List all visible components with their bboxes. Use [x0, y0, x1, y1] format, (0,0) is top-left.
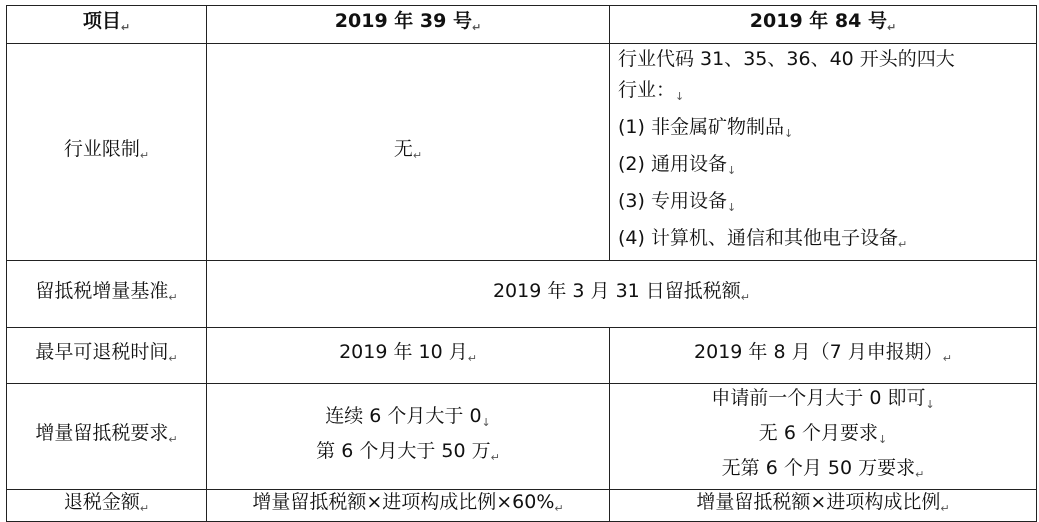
time-84-value: 2019 年 8 月（7 月申报期） — [694, 341, 943, 363]
industry-84-line-text: 行业代码 31、35、36、40 开头的四大 — [618, 48, 955, 70]
header-policy-84-cell — [610, 6, 1037, 44]
time-39-cell — [207, 328, 610, 384]
paragraph-mark-icon: ↵ — [886, 21, 897, 34]
industry-84-line — [618, 112, 1036, 149]
table-row-industry — [7, 44, 1037, 261]
paragraph-mark-icon: ↵ — [554, 502, 564, 515]
baseline-merged-cell — [207, 261, 1037, 328]
paragraph-mark-icon: ↵ — [139, 502, 150, 515]
line-break-mark-icon: ↓ — [726, 201, 737, 214]
industry-84-line — [618, 223, 1036, 260]
requirement-84-cell — [610, 384, 1037, 490]
industry-84-line-text: (1) 非金属矿物制品 — [618, 116, 784, 138]
line-break-mark-icon: ↓ — [877, 433, 888, 446]
industry-84-line-text: (3) 专用设备 — [618, 190, 727, 212]
line-break-mark-icon: ↓ — [481, 415, 491, 429]
paragraph-mark-icon: ↵ — [139, 148, 150, 162]
time-39-value: 2019 年 10 月 — [339, 341, 468, 363]
requirement-39-line — [207, 437, 609, 472]
time-label: 最早可退税时间 — [35, 341, 169, 363]
paragraph-mark-icon: ↵ — [940, 502, 950, 515]
baseline-value: 2019 年 3 月 31 日留抵税额 — [492, 279, 741, 302]
requirement-39-cell — [207, 384, 610, 490]
requirement-84-line-text: 无第 6 个月 50 万要求 — [721, 457, 916, 479]
paragraph-mark-icon: ↵ — [490, 450, 500, 464]
industry-39-value: 无 — [393, 137, 413, 160]
amount-39-value: 增量留抵税额×进项构成比例×60% — [252, 491, 555, 513]
requirement-39-line-text: 第 6 个月大于 50 万 — [316, 439, 491, 462]
time-84-cell — [610, 328, 1037, 384]
header-item-cell — [7, 6, 207, 44]
industry-84-line-text: 行业： — [618, 79, 676, 101]
paragraph-mark-icon: ↵ — [168, 352, 178, 365]
industry-label: 行业限制 — [63, 137, 140, 160]
industry-84-line — [618, 44, 1036, 75]
paragraph-mark-icon: ↵ — [897, 238, 908, 251]
header-item-text: 项目 — [82, 10, 121, 32]
industry-84-line-text: (4) 计算机、通信和其他电子设备 — [618, 227, 898, 249]
requirement-84-line — [610, 384, 1036, 419]
amount-label-cell — [7, 490, 207, 522]
paragraph-mark-icon: ↵ — [467, 352, 477, 365]
header-policy-84-text: 2019 年 84 号 — [749, 10, 887, 32]
requirement-84-line — [610, 454, 1036, 489]
requirement-label-cell — [7, 384, 207, 490]
table-header-row — [7, 6, 1037, 44]
industry-84-line — [618, 75, 1036, 112]
industry-39-cell — [207, 44, 610, 261]
requirement-label: 增量留抵税要求 — [35, 422, 169, 444]
header-policy-39-text: 2019 年 39 号 — [334, 10, 472, 32]
amount-label: 退税金额 — [63, 491, 140, 513]
requirement-84-line — [610, 419, 1036, 454]
amount-39-cell — [207, 490, 610, 522]
paragraph-mark-icon: ↵ — [168, 433, 178, 446]
line-break-mark-icon: ↓ — [783, 127, 794, 140]
table-row-earliest-refund-time — [7, 328, 1037, 384]
industry-84-line — [618, 186, 1036, 223]
requirement-84-line-text: 申请前一个月大于 0 即可 — [711, 387, 926, 409]
time-label-cell — [7, 328, 207, 384]
line-break-mark-icon: ↓ — [925, 398, 935, 411]
requirement-39-line — [207, 402, 609, 437]
table-row-baseline — [7, 261, 1037, 328]
paragraph-mark-icon: ↵ — [942, 352, 952, 365]
paragraph-mark-icon: ↵ — [168, 290, 178, 304]
requirement-39-line-text: 连续 6 个月大于 0 — [325, 404, 482, 427]
paragraph-mark-icon: ↵ — [120, 21, 131, 34]
paragraph-mark-icon: ↵ — [740, 290, 751, 304]
baseline-label: 留抵税增量基准 — [35, 279, 169, 302]
requirement-84-line-text: 无 6 个月要求 — [758, 422, 878, 444]
paragraph-mark-icon: ↵ — [471, 21, 482, 34]
paragraph-mark-icon: ↵ — [412, 148, 423, 162]
baseline-label-cell — [7, 261, 207, 328]
table-row-increment-requirement — [7, 384, 1037, 490]
industry-label-cell — [7, 44, 207, 261]
industry-84-line — [618, 149, 1036, 186]
paragraph-mark-icon: ↵ — [915, 468, 925, 481]
industry-84-cell — [610, 44, 1037, 261]
policy-comparison-table — [6, 5, 1037, 522]
table-row-refund-amount — [7, 490, 1037, 522]
line-break-mark-icon: ↓ — [726, 164, 737, 177]
industry-84-line-text: (2) 通用设备 — [618, 153, 727, 175]
amount-84-value: 增量留抵税额×进项构成比例 — [696, 491, 941, 513]
amount-84-cell — [610, 490, 1037, 522]
line-break-mark-icon: ↓ — [675, 90, 685, 103]
header-policy-39-cell — [207, 6, 610, 44]
